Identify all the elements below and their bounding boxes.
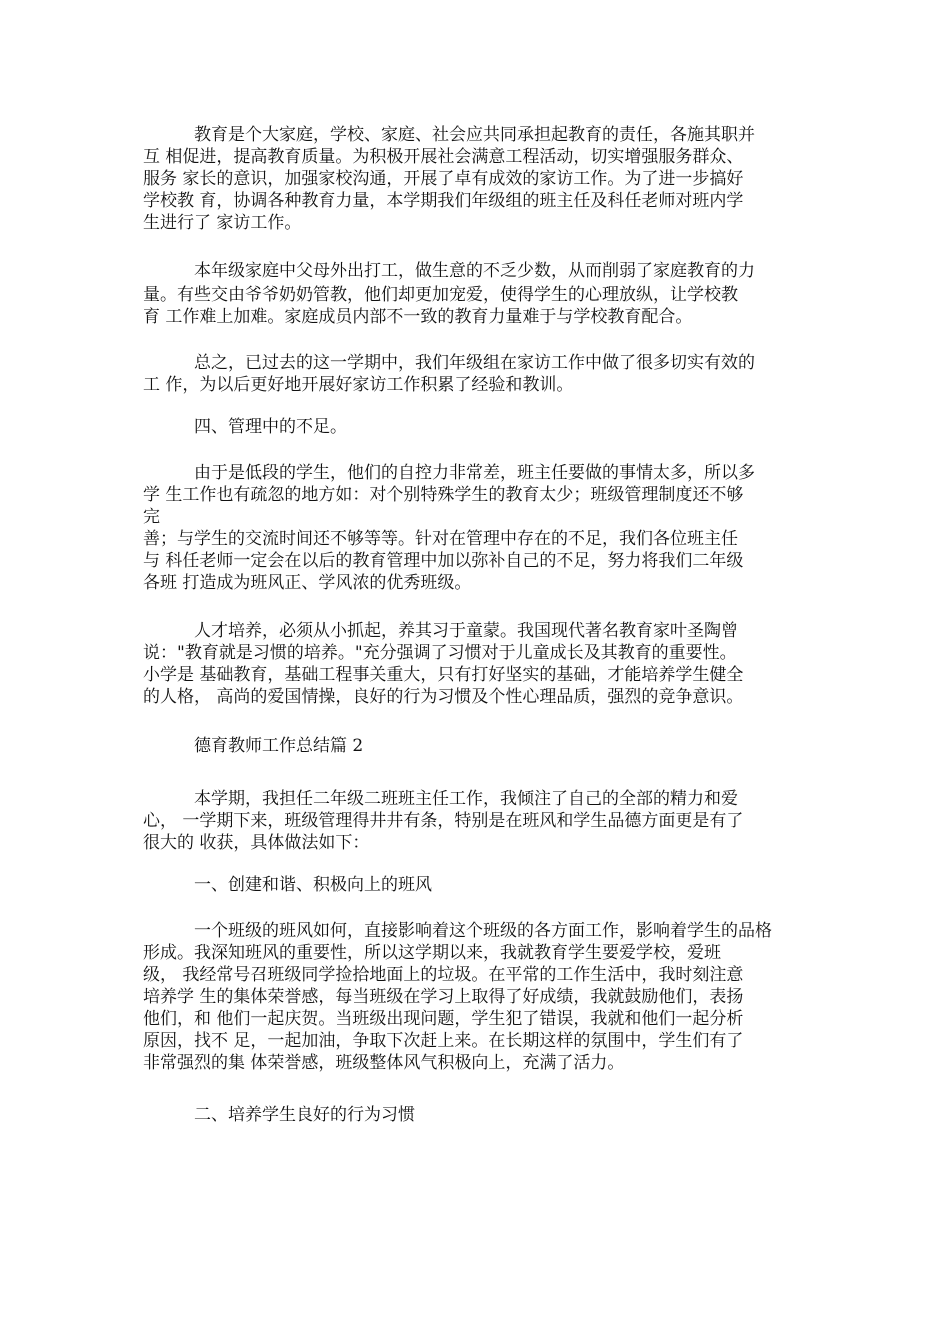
text-line: 育 工作难上加难。家庭成员内部不一致的教育力量难于与学校教育配合。 <box>143 307 693 327</box>
text-line: 学校教 育，协调各种教育力量，本学期我们年级组的班主任及科任老师对班内学 <box>143 191 744 211</box>
text-line: 的人格， 高尚的爱国情操，良好的行为习惯及个性心理品质，强烈的竞争意识。 <box>143 687 744 707</box>
text-line: 工 作，为以后更好地开展好家访工作积累了经验和教训。 <box>143 375 574 395</box>
paragraph-management <box>143 462 823 594</box>
text-line: 心， 一学期下来，班级管理得井井有条，特别是在班风和学生品德方面更是有了 <box>143 811 744 831</box>
text-line: 由于是低段的学生，他们的自控力非常差，班主任要做的事情太多，所以多 <box>143 463 755 483</box>
heading-line: 一、创建和谐、积极向上的班风 <box>143 875 432 895</box>
heading-line: 德育教师工作总结篇 2 <box>143 736 364 756</box>
section-heading-shortcomings <box>143 416 823 438</box>
text-line: 培养学 生的集体荣誉感，每当班级在学习上取得了好成绩，我就鼓励他们，表扬 <box>143 987 744 1007</box>
text-line: 与 科任老师一定会在以后的教育管理中加以弥补自己的不足，努力将我们二年级 <box>143 551 744 571</box>
text-line: 服务 家长的意识，加强家校沟通，开展了卓有成效的家访工作。为了进一步搞好 <box>143 169 744 189</box>
paragraph-talent-cultivation <box>143 620 823 708</box>
section-heading-good-habits <box>143 1104 823 1126</box>
text-line: 形成。我深知班风的重要性，所以这学期以来，我就教育学生要爱学校，爱班 <box>143 943 721 963</box>
text-line: 完 <box>143 507 160 527</box>
text-line: 生进行了 家访工作。 <box>143 213 302 233</box>
paragraph-semester-intro <box>143 788 823 854</box>
text-line: 本学期，我担任二年级二班班主任工作，我倾注了自己的全部的精力和爱 <box>143 789 738 809</box>
article-title-part-2 <box>143 735 823 757</box>
text-line: 学 生工作也有疏忽的地方如：对个别特殊学生的教育太少；班级管理制度还不够 <box>143 485 744 505</box>
text-line: 小学是 基础教育，基础工程事关重大，只有打好坚实的基础，才能培养学生健全 <box>143 665 744 685</box>
text-line: 级， 我经常号召班级同学捡拾地面上的垃圾。在平常的工作生活中，我时刻注意 <box>143 965 744 985</box>
text-line: 总之，已过去的这一学期中，我们年级组在家访工作中做了很多切实有效的 <box>143 353 755 373</box>
text-line: 原因，找不 足，一起加油，争取下次赶上来。在长期这样的氛围中，学生们有了 <box>143 1031 744 1051</box>
text-line: 说："教育就是习惯的培养。"充分强调了习惯对于儿童成长及其教育的重要性。 <box>143 643 737 663</box>
heading-line: 四、管理中的不足。 <box>143 417 347 437</box>
text-line: 量。有些交由爷爷奶奶管教，他们却更加宠爱，使得学生的心理放纵，让学校教 <box>143 285 738 305</box>
paragraph-class-spirit <box>143 920 823 1074</box>
text-line: 很大的 收获，具体做法如下： <box>143 833 370 853</box>
text-line: 非常强烈的集 体荣誉感，班级整体风气积极向上，充满了活力。 <box>143 1053 625 1073</box>
text-line: 善；与学生的交流时间还不够等等。针对在管理中存在的不足，我们各位班主任 <box>143 529 738 549</box>
heading-line: 二、培养学生良好的行为习惯 <box>143 1105 415 1125</box>
paragraph-parents-away <box>143 260 823 328</box>
paragraph-family-education <box>143 124 823 234</box>
text-line: 各班 打造成为班风正、学风浓的优秀班级。 <box>143 573 472 593</box>
text-line: 人才培养，必须从小抓起，养其习于童蒙。我国现代著名教育家叶圣陶曾 <box>143 621 738 641</box>
text-line: 一个班级的班风如何，直接影响着这个班级的各方面工作，影响着学生的品格 <box>143 921 772 941</box>
text-line: 本年级家庭中父母外出打工，做生意的不乏少数，从而削弱了家庭教育的力 <box>143 261 755 281</box>
section-heading-class-spirit <box>143 874 823 896</box>
text-line: 教育是个大家庭，学校、家庭、社会应共同承担起教育的责任，各施其职并 <box>143 125 755 145</box>
paragraph-summary <box>143 352 823 396</box>
text-line: 他们，和 他们一起庆贺。当班级出现问题，学生犯了错误，我就和他们一起分析 <box>143 1009 744 1029</box>
text-line: 互 相促进，提高教育质量。为积极开展社会满意工程活动，切实增强服务群众、 <box>143 147 744 167</box>
